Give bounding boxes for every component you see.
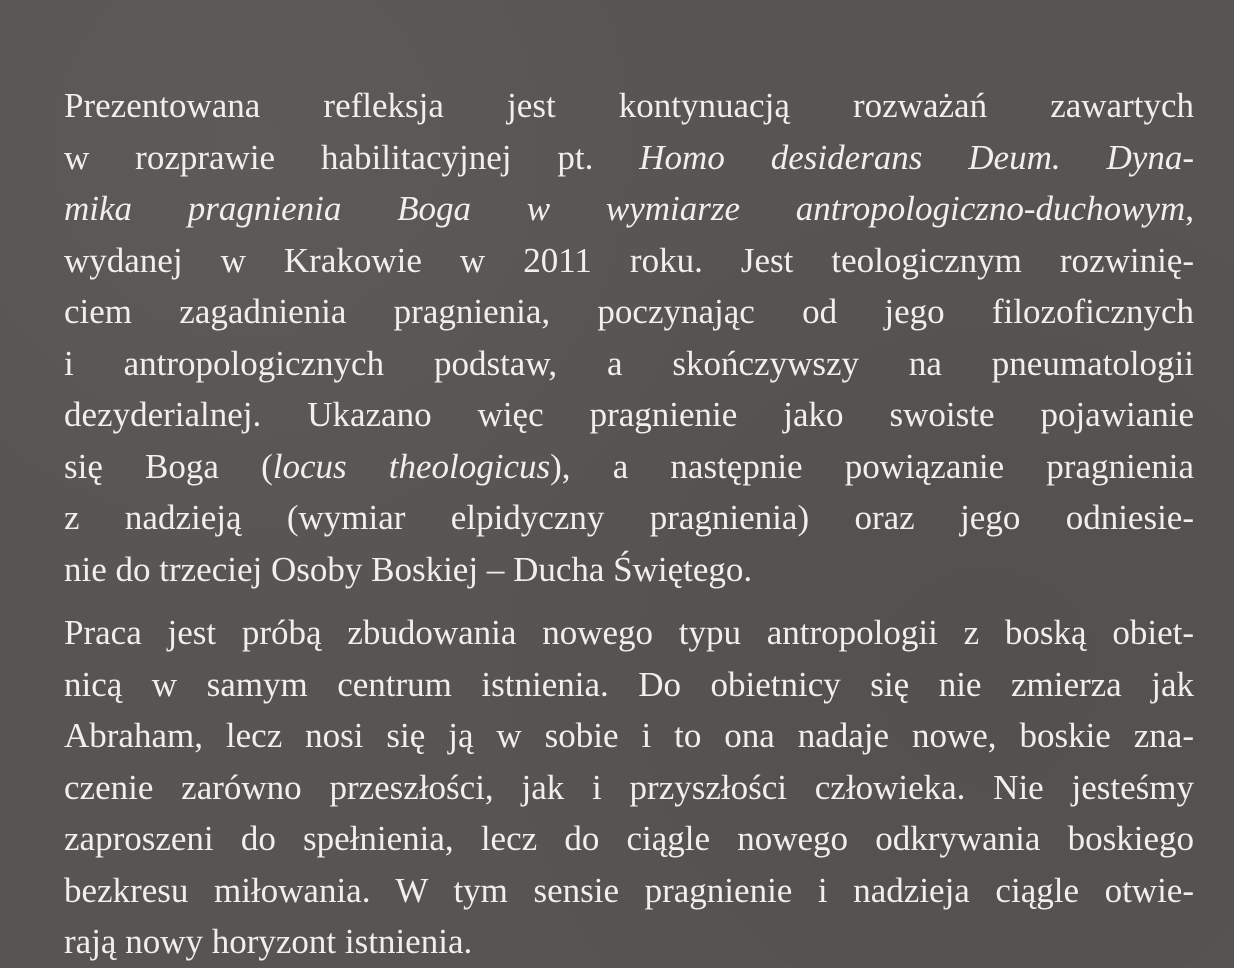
text-line: mika pragnienia Boga w wymiarze antropologiczno-duchowym,	[64, 189, 1194, 228]
text-line: bezkresu miłowania. W tym sensie pragnienie i nadzieja ciągle otwie-	[64, 870, 1194, 910]
text-line: i antropologicznych podstaw, a skończywszy na pneumatologii	[64, 343, 1194, 383]
text-line: z nadzieją (wymiar elpidyczny pragnienia) oraz jego odniesie-	[64, 498, 1194, 537]
paragraph-2	[64, 607, 1194, 968]
text-line: nie do trzeciej Osoby Boskiej – Ducha Świętego.	[64, 549, 753, 589]
text-line: Prezentowana refleksja jest kontynuacją rozważań zawartych	[64, 86, 1194, 125]
text-line: dezyderialnej. Ukazano więc pragnienie jako swoiste pojawianie	[64, 395, 1194, 434]
text-line: się Boga (locus theologicus), a następnie powiązanie pragnienia	[64, 446, 1194, 486]
cover-description	[64, 80, 1194, 968]
text-line: rają nowy horyzont istnienia.	[64, 922, 473, 961]
text-line: Praca jest próbą zbudowania nowego typu antropologii z boską obiet-	[64, 613, 1194, 652]
text-line: wydanej w Krakowie w 2011 roku. Jest teologicznym rozwinię-	[64, 240, 1194, 280]
text-line: zaproszeni do spełnienia, lecz do ciągle nowego odkrywania boskiego	[64, 819, 1194, 858]
text-line: nicą w samym centrum istnienia. Do obietnicy się nie zmierza jak	[64, 664, 1194, 704]
text-line: Abraham, lecz nosi się ją w sobie i to ona nadaje nowe, boskie zna-	[64, 716, 1194, 755]
text-line: czenie zarówno przeszłości, jak i przyszłości człowieka. Nie jesteśmy	[64, 767, 1194, 807]
paragraph-1	[64, 80, 1194, 595]
text-line: ciem zagadnienia pragnienia, poczynając od jego filozoficznych	[64, 292, 1194, 331]
text-line: w rozprawie habilitacyjnej pt. Homo desiderans Deum. Dyna-	[64, 137, 1194, 177]
